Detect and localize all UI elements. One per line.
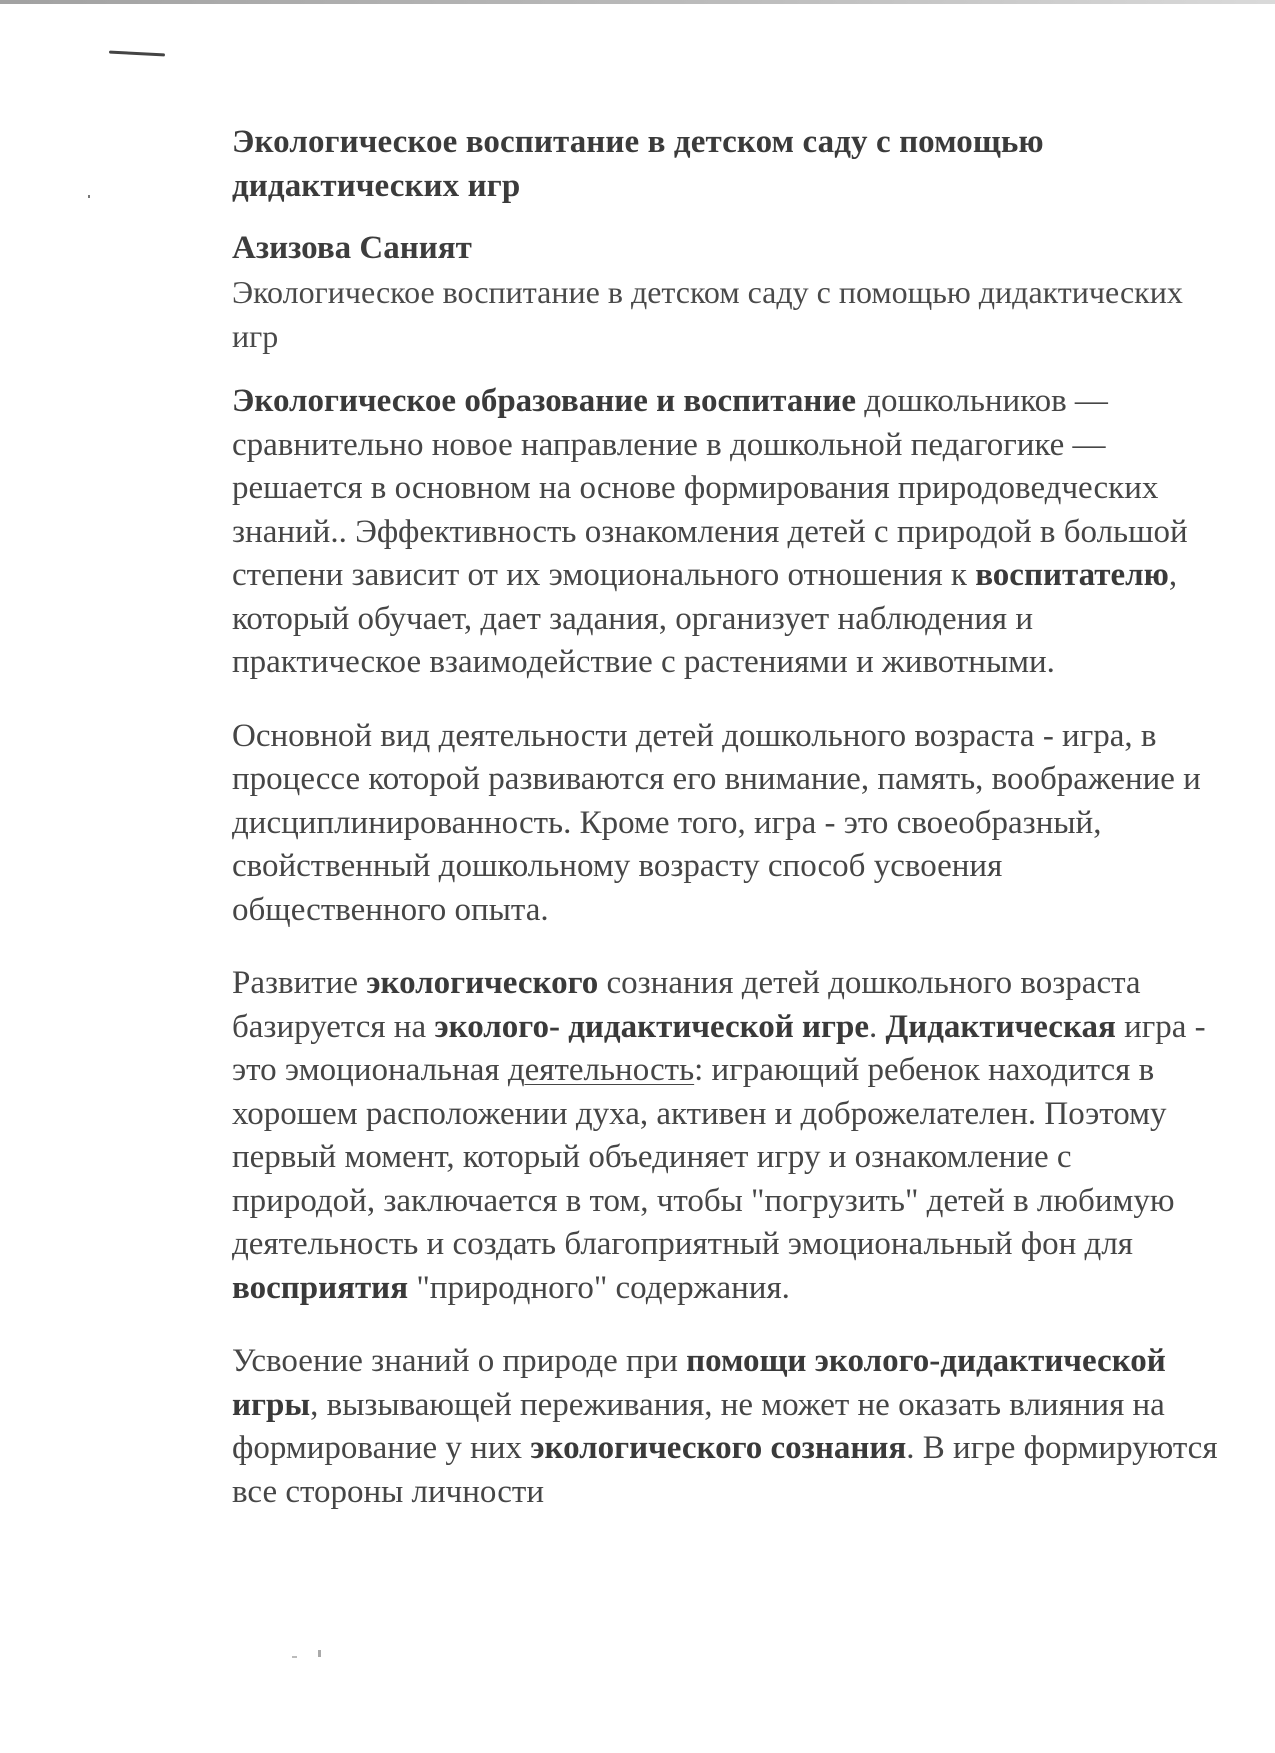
scan-edge-top	[0, 0, 1275, 4]
text-run: , вызывающей переживания, не может не оказать влияния на формирование у них	[232, 1386, 1165, 1466]
text-run: сознания детей дошкольного возраста базируется на	[232, 965, 1141, 1045]
scan-pen-mark	[109, 51, 165, 57]
text-run: "природного" содержания.	[408, 1269, 790, 1306]
scan-speck	[88, 195, 90, 198]
text-run: Развитие	[232, 965, 367, 1001]
bold-phrase: Экологическое образование и воспитание	[232, 383, 856, 419]
paragraph-3	[232, 962, 1222, 1310]
bold-phrase: экологического	[366, 965, 599, 1001]
text-run: . В игре формируются все стороны личности	[232, 1430, 1218, 1510]
text-run: дошкольников — сравнительно новое направление в дошкольной педагогике — решается в основном на основе формирования природоведческих знаний.. Эффективность ознакомления детей с природой в большой степени зависит от их эмоционального отношения к	[232, 383, 1188, 593]
paragraph-2	[232, 715, 1222, 933]
bold-phrase: Дидактическая	[885, 1008, 1116, 1045]
scan-speck	[318, 1650, 321, 1657]
bold-phrase: восприятия	[232, 1269, 409, 1306]
text-run: .	[868, 1008, 886, 1045]
paragraph-4	[232, 1340, 1222, 1514]
text-run: : играющий ребенок находится в хорошем расположении духа, активен и доброжелателен. Поэтому первый момент, который объединяет игру и ознакомление с природой, заключается в том, чтобы "погрузить" детей в любимую деятельность и создать благоприятный эмоциональный фон для	[232, 1052, 1175, 1262]
document-page	[232, 120, 1222, 1544]
underlined-word: деятельность	[507, 1052, 695, 1088]
text-run: игра - это эмоциональная	[232, 1008, 1206, 1088]
bold-phrase: эколого- дидактической игре	[434, 1008, 869, 1045]
text-run: , который обучает, дает задания, организует наблюдения и практическое взаимодействие с растениями и животными.	[232, 557, 1178, 680]
bold-phrase: воспитателю	[975, 557, 1169, 593]
bold-phrase: экологического сознания	[530, 1430, 907, 1466]
text-run: Усвоение знаний о природе при	[232, 1343, 687, 1379]
text-run: Основной вид деятельности детей дошкольного возраста - игра, в процессе которой развиваются его внимание, память, воображение и дисциплинированность. Кроме того, игра - это своеобразный, свойственный дошкольному возрасту способ усвоения общественного опыта.	[232, 717, 1201, 928]
author-name: Азизова Саният	[232, 230, 472, 266]
paragraph-1	[232, 380, 1222, 685]
article-subtitle: Экологическое воспитание в детском саду с помощью дидактических игр	[232, 274, 1183, 354]
bold-phrase: помощи эколого-дидактической игры	[232, 1343, 1166, 1423]
document-title: Экологическое воспитание в детском саду с помощью дидактических игр	[232, 124, 1044, 204]
scan-speck	[292, 1656, 297, 1658]
